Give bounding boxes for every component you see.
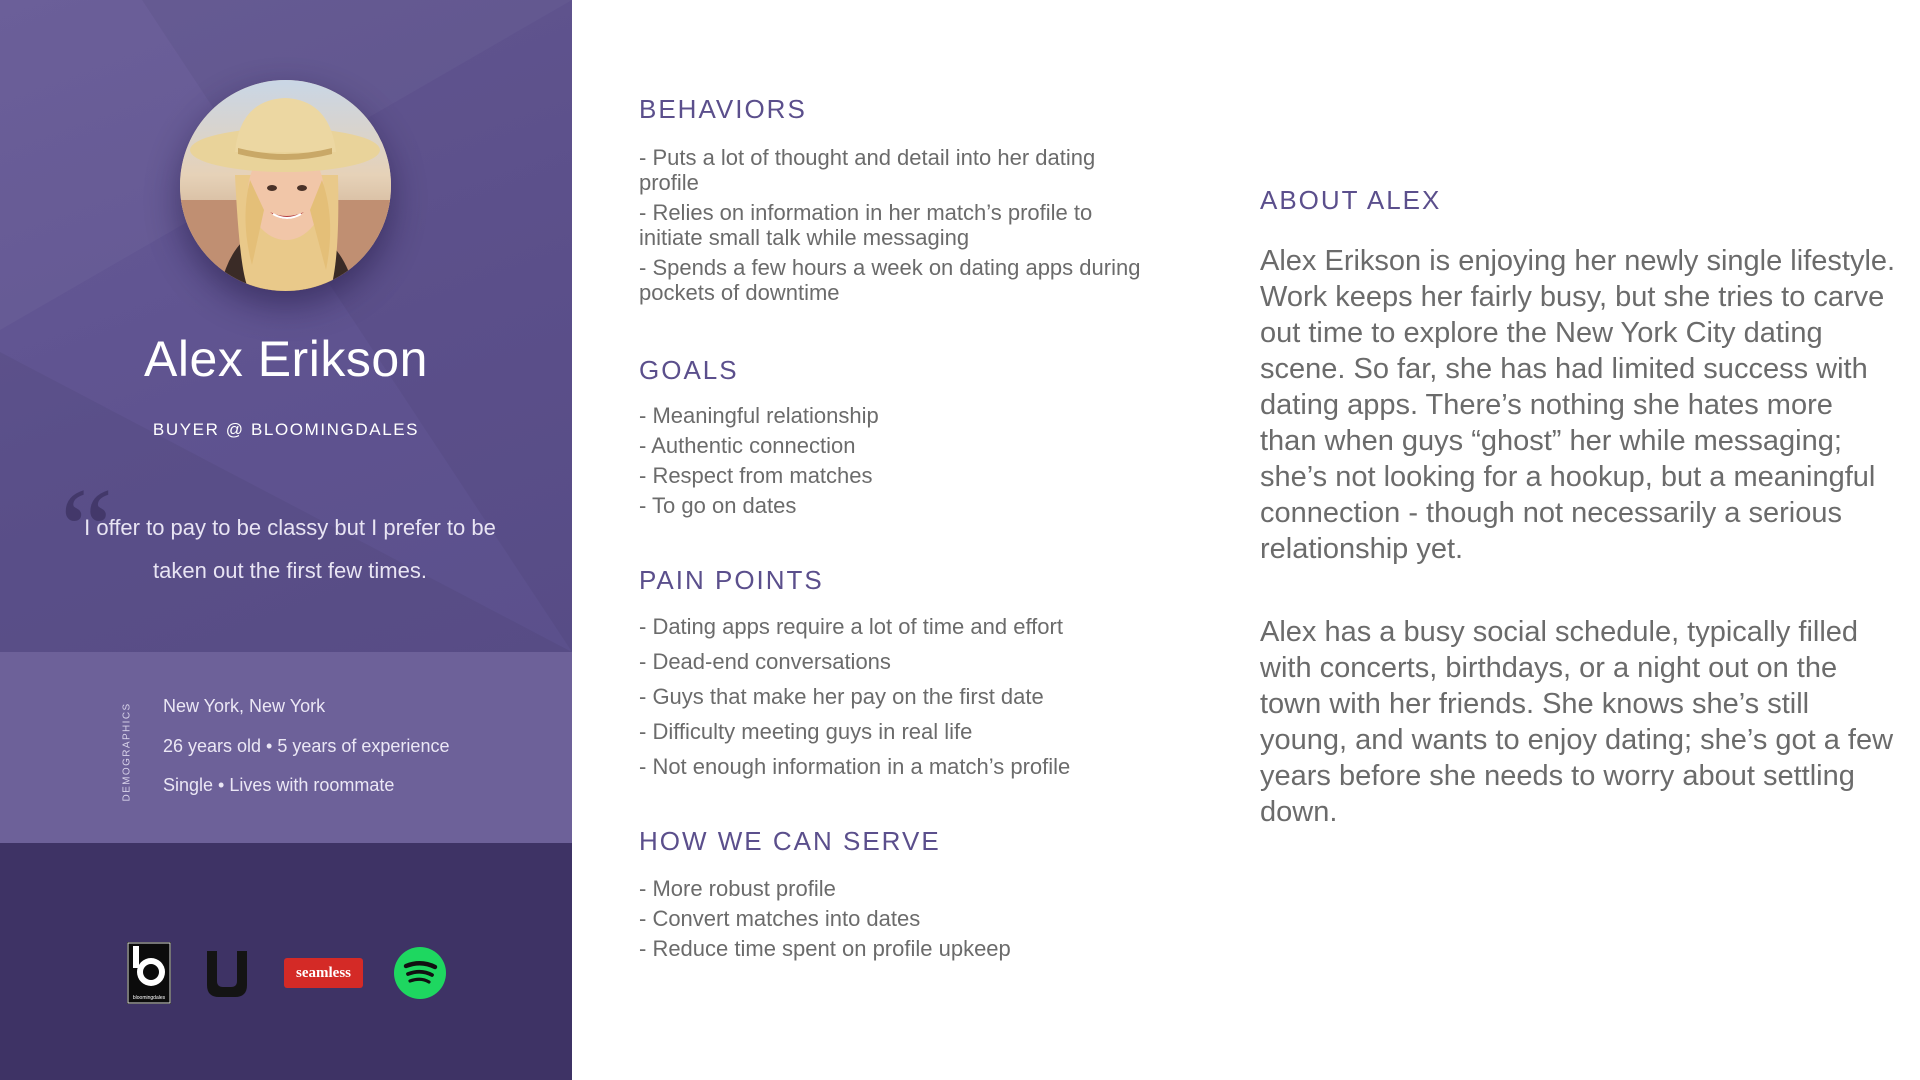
list-item: - More robust profile <box>639 876 836 901</box>
about-paragraph: Alex has a busy social schedule, typically filled with concerts, birthdays, or a night out on the town with her friends. She knows she’s still young, and wants to enjoy dating; she’s got a few years before she needs to worry about settling down. <box>1260 616 1894 828</box>
persona-role: BUYER @ BLOOMINGDALES <box>152 420 420 439</box>
behaviors-list <box>639 145 1159 310</box>
persona-name: Alex Erikson <box>144 331 428 387</box>
how-we-can-serve-list <box>639 876 1011 966</box>
list-item: - Difficulty meeting guys in real life <box>639 719 973 744</box>
demographics-list <box>163 696 449 815</box>
list-item: - Relies on information in her match’s profile to initiate small talk while messaging <box>639 200 1093 250</box>
list-item: - Respect from matches <box>639 463 873 488</box>
list-item: - To go on dates <box>639 493 797 518</box>
spotify-logo-icon <box>394 947 446 999</box>
list-item: - Meaningful relationship <box>639 403 879 428</box>
list-item: - Reduce time spent on profile upkeep <box>639 936 1011 961</box>
list-item: - Authentic connection <box>639 433 856 458</box>
list-item: - Spends a few hours a week on dating apps during pockets of downtime <box>639 255 1141 305</box>
goals-list <box>639 403 879 523</box>
demographics-location: New York, New York <box>163 696 326 716</box>
pain-points-list <box>639 614 1070 789</box>
svg-text:bloomingdales: bloomingdales <box>132 995 166 1001</box>
behaviors-heading: BEHAVIORS <box>639 94 807 124</box>
goals-heading: GOALS <box>639 355 739 385</box>
list-item: - Dead-end conversations <box>639 649 891 674</box>
avatar <box>180 80 391 291</box>
pain-points-heading: PAIN POINTS <box>639 565 824 595</box>
bloomingdales-logo-icon <box>127 942 171 1004</box>
list-item: - Dating apps require a lot of time and effort <box>639 614 1063 639</box>
avatar-photo <box>180 80 391 291</box>
list-item: - Guys that make her pay on the first date <box>639 684 1044 709</box>
about-heading: ABOUT ALEX <box>1260 185 1442 215</box>
how-we-can-serve-heading: HOW WE CAN SERVE <box>639 826 941 856</box>
list-item: - Not enough information in a match’s profile <box>639 754 1071 779</box>
about-paragraph: Alex Erikson is enjoying her newly single lifestyle. Work keeps her fairly busy, but she tries to carve out time to explore the New York City dating scene. So far, she has had limited success with dating apps. There’s nothing she hates more than when guys “ghost” her while messaging; she’s not looking for a hookup, but a meaningful connection - though not necessarily a serious relationship yet. <box>1260 245 1896 565</box>
demographics-age: 26 years old • 5 years of experience <box>163 735 450 756</box>
seamless-logo-icon: seamless <box>284 958 363 988</box>
demographics-label: DEMOGRAPHICS <box>121 702 133 802</box>
persona-sidebar <box>0 0 572 1080</box>
quote-icon: “ <box>60 463 114 596</box>
list-item: - Convert matches into dates <box>639 906 921 931</box>
uber-logo-icon <box>201 947 253 999</box>
demographics-status: Single • Lives with roommate <box>163 775 395 795</box>
persona-quote: I offer to pay to be classy but I prefer to be taken out the first few times. <box>84 515 496 583</box>
list-item: - Puts a lot of thought and detail into her dating profile <box>639 145 1096 195</box>
